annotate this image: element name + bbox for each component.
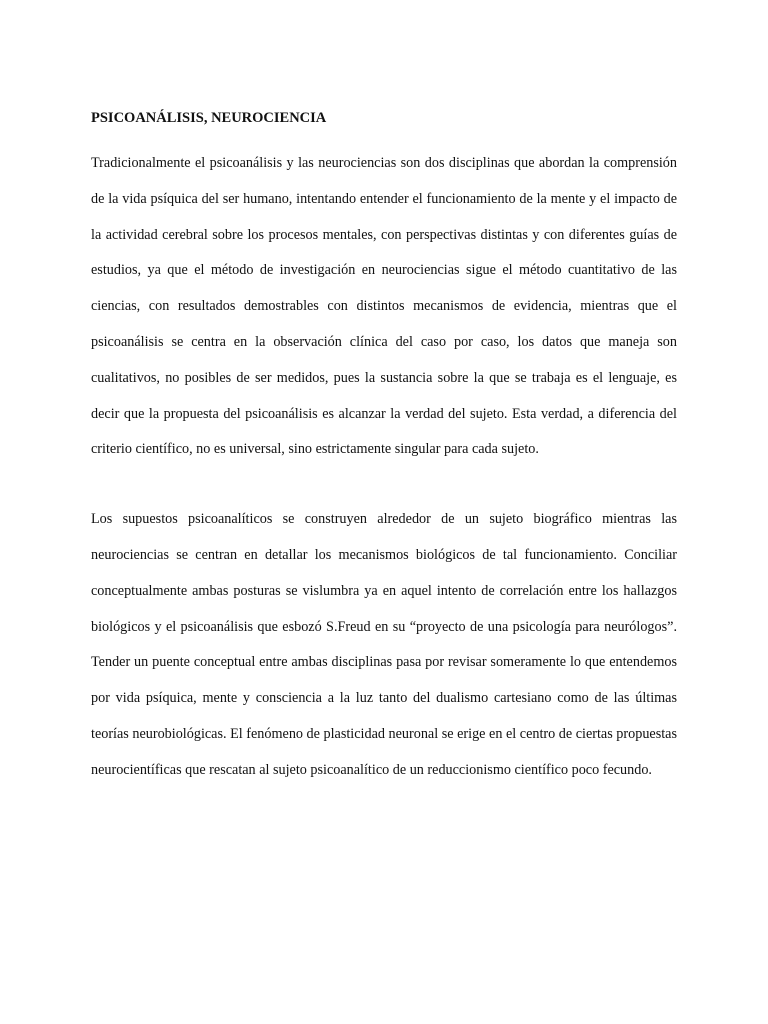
paragraph-2: Los supuestos psicoanalíticos se construyen alrededor de un sujeto biográfico mientras las neurociencias se centran en detallar los mecanismos biológicos de tal funcionamiento. Conciliar conceptualmente ambas posturas se vislumbra ya en aquel intento de correlación entre los hallazgos biológicos y el psicoanálisis que esbozó S.Freud en su “proyecto de una psicología para neurólogos”. Tender un puente conceptual entre ambas disciplinas pasa por revisar someramente lo que entendemos por vida psíquica, mente y consciencia a la luz tanto del dualismo cartesiano como de las últimas teorías neurobiológicas. El fenómeno de plasticidad neuronal se erige en el centro de ciertas propuestas neurocientíficas que rescatan al sujeto psicoanalítico de un reduccionismo científico poco fecundo.	[91, 511, 677, 778]
document-page	[91, 106, 677, 789]
document-title: PSICOANÁLISIS, NEUROCIENCIA	[91, 110, 327, 126]
paragraph-1: Tradicionalmente el psicoanálisis y las neurociencias son dos disciplinas que abordan la comprensión de la vida psíquica del ser humano, intentando entender el funcionamiento de la mente y el impacto de la actividad cerebral sobre los procesos mentales, con perspectivas distintas y con diferentes guías de estudios, ya que el método de investigación en neurociencias sigue el método cuantitativo de las ciencias, con resultados demostrables con distintos mecanismos de evidencia, mientras que el psicoanálisis se centra en la observación clínica del caso por caso, los datos que maneja son cualitativos, no posibles de ser medidos, pues la sustancia sobre la que se trabaja es el lenguaje, es decir que la propuesta del psicoanálisis es alcanzar la verdad del sujeto. Esta verdad, a diferencia del criterio científico, no es universal, sino estrictamente singular para cada sujeto.	[91, 155, 677, 458]
